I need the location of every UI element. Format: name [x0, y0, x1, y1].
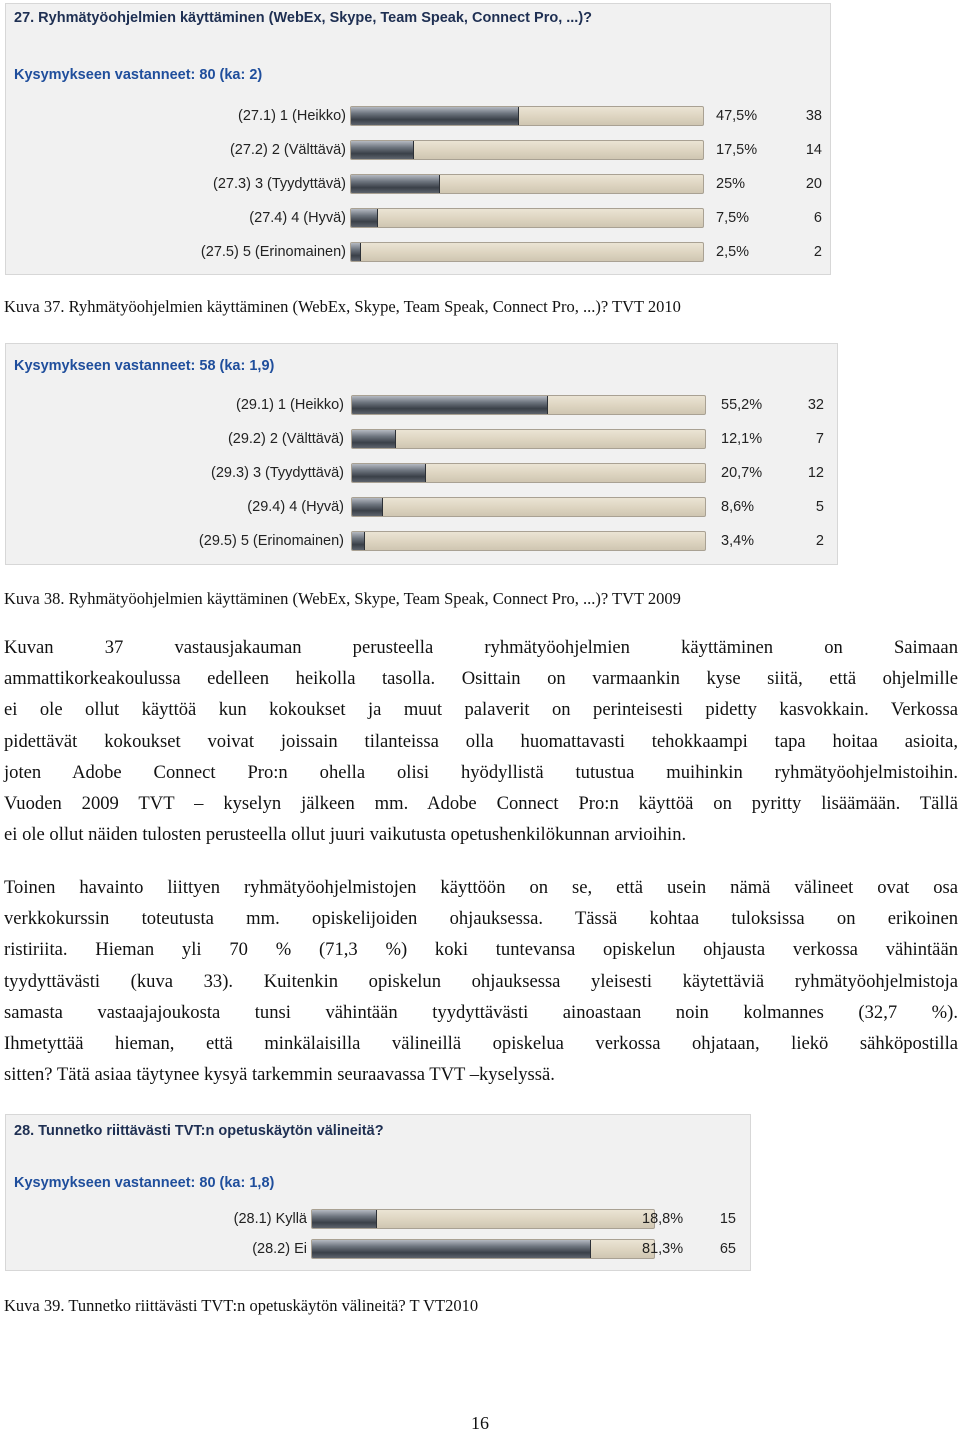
paragraph-line: samasta vastaajajoukosta tunsi vähintään tyydyttävästi ainoastaan noin kolmannes (32,7 %). [4, 1001, 958, 1023]
bar-label: (29.1) 1 (Heikko) [236, 397, 344, 413]
bar-count: 5 [815, 499, 824, 515]
chart-title: 28. Tunnetko riittävästi TVT:n opetuskäytön välineitä? [14, 1123, 384, 1139]
bar-label: (27.4) 4 (Hyvä) [249, 210, 346, 226]
bar-fill [351, 243, 361, 261]
body-paragraph-2 [4, 872, 958, 1090]
bar-fill [352, 532, 365, 550]
bar-label: (27.3) 3 (Tyydyttävä) [213, 176, 346, 192]
bar-track [350, 106, 704, 126]
respondents-summary: Kysymykseen vastanneet: 80 (ka: 2) [14, 67, 263, 83]
figure-caption-37: Kuva 37. Ryhmätyöohjelmien käyttäminen (WebEx, Skype, Team Speak, Connect Pro, ...)? TVT 2010 [4, 297, 681, 316]
bar-fill [352, 396, 548, 414]
bar-track [350, 208, 704, 228]
bar-fill [352, 430, 396, 448]
respondents-summary: Kysymykseen vastanneet: 80 (ka: 1,8) [14, 1175, 275, 1191]
bar-label: (29.5) 5 (Erinomainen) [198, 533, 344, 549]
bar-percent: 2,5% [716, 244, 750, 260]
bar-percent: 20,7% [721, 465, 763, 481]
bar-label: (27.2) 2 (Välttävä) [229, 142, 346, 158]
bar-track [311, 1239, 655, 1259]
bar-fill [351, 209, 378, 227]
page-number: 16 [471, 1413, 489, 1433]
bar-fill [351, 175, 440, 193]
paragraph-line: Toinen havainto liittyen ryhmätyöohjelmistojen käyttöön on se, että usein nämä välineet ovat osa [4, 877, 958, 898]
bar-count: 12 [807, 465, 824, 481]
bar-label: (27.5) 5 (Erinomainen) [200, 244, 346, 260]
paragraph-line: Kuvan 37 vastausjakauman perusteella ryhmätyöohjelmien käyttäminen on Saimaan [4, 637, 958, 658]
bar-label: (29.4) 4 (Hyvä) [247, 499, 344, 515]
paragraph-line: ristiriita. Hieman yli 70 % (71,3 %) koki tuntevansa opiskelun ohjausta verkossa vähintään [4, 939, 958, 961]
bar-fill [312, 1210, 377, 1228]
bar-fill [351, 107, 519, 125]
bar-percent: 81,3% [642, 1241, 684, 1257]
bar-percent: 18,8% [642, 1211, 684, 1227]
bar-track [311, 1209, 655, 1229]
bar-track [350, 174, 704, 194]
bar-track [350, 140, 704, 160]
paragraph-line: ei ole ollut näiden tulosten perusteella ollut juuri vaikutusta opetushenkilökunnan arvioihin. [4, 824, 687, 846]
bar-count: 20 [805, 176, 822, 192]
bar-fill [351, 141, 414, 159]
chart-29-panel [5, 343, 838, 565]
paragraph-line: joten Adobe Connect Pro:n ohella olisi hyödyllistä tutustua muihinkin ryhmätyöohjelmistoihin. [4, 761, 958, 783]
bar-track [351, 497, 706, 517]
paragraph-line: tyydyttävästi (kuva 33). Kuitenkin opiskelun ohjauksessa yleisesti käytettäviä ryhmätyöohjelmistoja [4, 970, 958, 992]
paragraph-line: Vuoden 2009 TVT – kyselyn jälkeen mm. Adobe Connect Pro:n käyttöä on pyritty lisäämään. Tällä [4, 793, 958, 815]
chart-28-panel [5, 1114, 751, 1271]
bar-track [351, 463, 706, 483]
bar-track [351, 395, 706, 415]
bar-count: 2 [813, 244, 822, 260]
figure-caption-39: Kuva 39. Tunnetko riittävästi TVT:n opetuskäytön välineitä? T VT2010 [4, 1296, 479, 1315]
bar-track [351, 531, 706, 551]
bar-count: 65 [719, 1241, 736, 1257]
bar-count: 38 [805, 108, 822, 124]
bar-fill [312, 1240, 591, 1258]
bar-count: 14 [805, 142, 822, 158]
bar-count: 15 [719, 1211, 736, 1227]
bar-percent: 3,4% [721, 533, 755, 549]
bar-percent: 12,1% [721, 431, 763, 447]
figure-caption-38: Kuva 38. Ryhmätyöohjelmien käyttäminen (WebEx, Skype, Team Speak, Connect Pro, ...)? TVT 2009 [4, 589, 681, 608]
bar-count: 32 [807, 397, 824, 413]
bar-label: (27.1) 1 (Heikko) [238, 108, 346, 124]
respondents-summary: Kysymykseen vastanneet: 58 (ka: 1,9) [14, 358, 275, 374]
bar-fill [352, 498, 383, 516]
bar-count: 6 [813, 210, 822, 226]
paragraph-line: sitten? Tätä asiaa täytynee kysyä tarkemmin seuraavassa TVT –kyselyssä. [4, 1064, 555, 1086]
bar-percent: 25% [716, 176, 746, 192]
paragraph-line: Ihmetyttää hieman, että minkälaisilla välineillä opiskelua verkossa ohjataan, liekö sähköpostilla [4, 1033, 958, 1055]
chart-27-panel [5, 3, 831, 275]
body-paragraph-1 [4, 632, 958, 850]
bar-track [350, 242, 704, 262]
bar-percent: 7,5% [716, 210, 750, 226]
bar-percent: 8,6% [721, 499, 755, 515]
paragraph-line: verkkokurssin toteutusta mm. opiskelijoiden ohjauksessa. Tässä kohtaa tuloksissa on erikoinen [4, 908, 958, 930]
bar-percent: 55,2% [721, 397, 763, 413]
bar-fill [352, 464, 426, 482]
paragraph-line: ammattikorkeakoulussa edelleen heikolla tasolla. Osittain on varmaankin kyse siitä, että ohjelmille [4, 668, 958, 690]
bar-count: 2 [815, 533, 824, 549]
bar-label: (29.2) 2 (Välttävä) [227, 431, 344, 447]
paragraph-line: pidettävät kokoukset voivat joissain tilanteissa olla huomattavasti tehokkaampi tapa hoitaa asioita, [4, 730, 958, 752]
bar-label: (28.2) Ei [252, 1241, 307, 1257]
bar-percent: 47,5% [716, 108, 758, 124]
bar-track [351, 429, 706, 449]
bar-percent: 17,5% [716, 142, 758, 158]
bar-count: 7 [815, 431, 824, 447]
bar-label: (29.3) 3 (Tyydyttävä) [211, 465, 344, 481]
bar-label: (28.1) Kyllä [233, 1211, 307, 1227]
paragraph-line: ei ole ollut käyttöä kun kokoukset ja muut palaverit on perinteisesti pidetty kasvokkain. Verkossa [4, 699, 958, 721]
chart-title: 27. Ryhmätyöohjelmien käyttäminen (WebEx, Skype, Team Speak, Connect Pro, ...)? [14, 10, 593, 26]
